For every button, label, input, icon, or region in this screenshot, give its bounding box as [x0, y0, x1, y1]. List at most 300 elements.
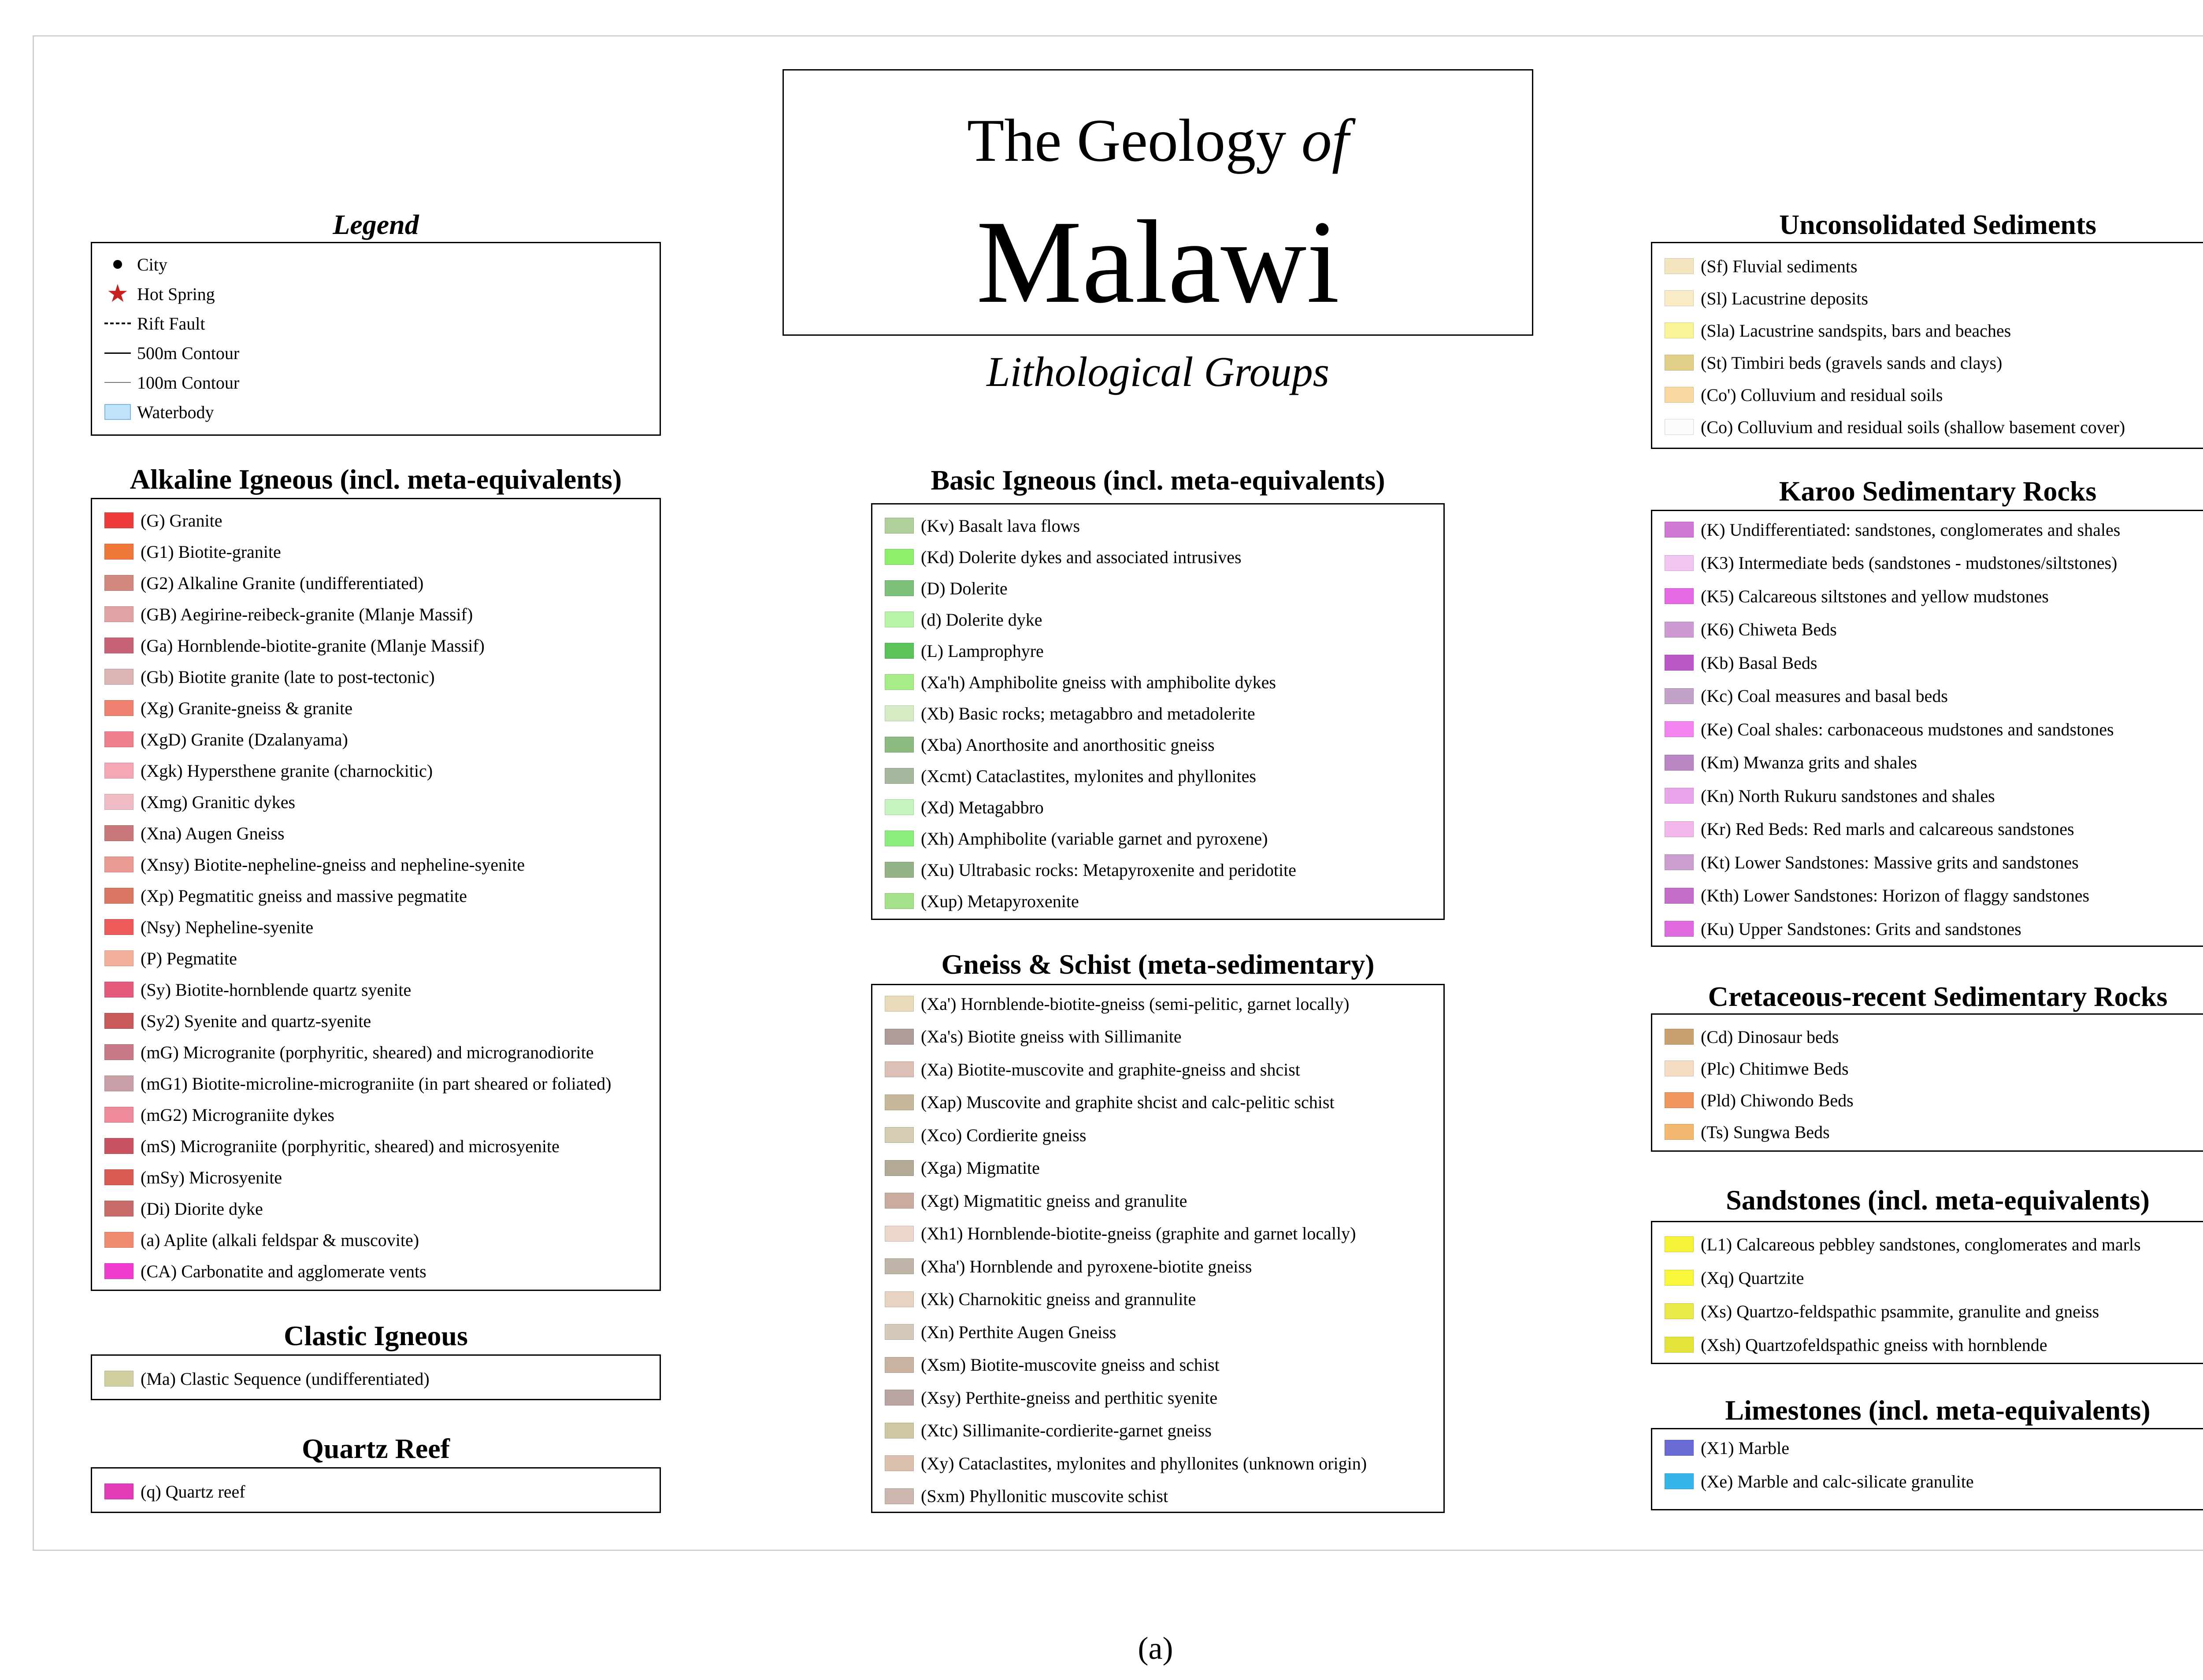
entry-label: (q) Quartz reef	[141, 1481, 245, 1502]
color-swatch	[885, 1488, 914, 1504]
entry-label: (G2) Alkaline Granite (undifferentiated)	[141, 573, 424, 593]
legend-entry	[104, 570, 423, 596]
color-swatch	[885, 1291, 914, 1307]
entry-label: (Nsy) Nepheline-syenite	[141, 917, 314, 937]
legend-entry	[885, 1155, 1040, 1181]
legend-entry	[885, 888, 1079, 914]
basic-heading: Basic Igneous (incl. meta-equivalents)	[931, 464, 1385, 496]
legend-entry	[1665, 1435, 1789, 1461]
color-swatch	[104, 1232, 134, 1248]
legend-entry	[1665, 749, 1917, 776]
entry-label: (Xgt) Migmatitic gneiss and granulite	[921, 1190, 1187, 1211]
color-swatch	[885, 893, 914, 909]
entry-label: (K5) Calcareous siltstones and yellow mudstones	[1701, 586, 2049, 606]
color-swatch	[104, 512, 134, 528]
title-line-1	[784, 107, 1532, 174]
color-swatch	[1665, 387, 1694, 403]
color-swatch	[885, 1357, 914, 1373]
color-swatch	[1665, 588, 1694, 604]
color-swatch	[104, 1107, 134, 1123]
legend-entry	[104, 1101, 334, 1128]
color-swatch	[885, 1029, 914, 1045]
color-swatch	[1665, 854, 1694, 870]
legend-entry	[1665, 649, 1817, 676]
entry-label: (Xcmt) Cataclastites, mylonites and phyllonites	[921, 766, 1256, 786]
entry-label: (K3) Intermediate beds (sandstones - mudstones/siltstones)	[1701, 553, 2118, 573]
entry-label: (K) Undifferentiated: sandstones, conglomerates and shales	[1701, 519, 2121, 540]
color-swatch	[104, 575, 134, 591]
entry-label: (XgD) Granite (Dzalanyama)	[141, 729, 348, 749]
entry-label: (Pld) Chiwondo Beds	[1701, 1090, 1854, 1110]
color-swatch	[885, 799, 914, 815]
legend-entry	[885, 669, 1276, 695]
entry-label: (Xy) Cataclastites, mylonites and phyllonites (unknown origin)	[921, 1453, 1367, 1473]
cretaceous-panel	[1651, 1013, 2203, 1152]
entry-label: (mSy) Microsyenite	[141, 1167, 282, 1187]
entry-label: (Xb) Basic rocks; metagabbro and metadolerite	[921, 703, 1255, 723]
legend-entry	[885, 1286, 1196, 1313]
legend-entry	[104, 281, 215, 307]
entry-label: (Xp) Pegmatitic gneiss and massive pegmatite	[141, 886, 467, 906]
entry-label: (a) Aplite (alkali feldspar & muscovite)	[141, 1230, 419, 1250]
legend-entry	[104, 976, 411, 1003]
entry-label: (L1) Calcareous pebbley sandstones, conglomerates and marls	[1701, 1234, 2141, 1254]
color-swatch	[1665, 788, 1694, 804]
cretaceous-heading: Cretaceous-recent Sedimentary Rocks	[1708, 981, 2168, 1012]
hot-spring-star-icon: ★	[106, 279, 129, 308]
contour-500-line-icon	[104, 352, 131, 354]
entry-label: (Xgk) Hypersthene granite (charnockitic)	[141, 760, 433, 781]
color-swatch	[1665, 1029, 1694, 1045]
color-swatch	[104, 1138, 134, 1154]
entry-label: (Xga) Migmatite	[921, 1158, 1040, 1178]
color-swatch	[1665, 290, 1694, 306]
entry-label: (Xnsy) Biotite-nepheline-gneiss and nepheline-syenite	[141, 854, 525, 875]
legend-entry	[104, 945, 237, 972]
legend-entry	[104, 1008, 371, 1034]
entry-label: (G1) Biotite-granite	[141, 541, 281, 562]
legend-entry	[1665, 516, 2120, 543]
legend-entry	[104, 757, 433, 784]
entry-label: (D) Dolerite	[921, 578, 1008, 598]
sandstones-panel	[1651, 1221, 2203, 1364]
legend-label: Waterbody	[137, 402, 214, 422]
legend-entry	[104, 726, 348, 753]
color-swatch	[104, 606, 134, 622]
color-swatch	[1665, 888, 1694, 904]
legend-entry	[885, 1187, 1187, 1214]
legend-entry	[1665, 414, 2125, 440]
color-swatch	[104, 1483, 134, 1499]
color-swatch	[104, 669, 134, 685]
quartz-heading: Quartz Reef	[302, 1433, 450, 1464]
legend-entry	[1665, 550, 2117, 576]
legend-entry	[1665, 816, 2074, 842]
entry-label: (X1) Marble	[1701, 1438, 1790, 1458]
legend-entry	[104, 1039, 594, 1065]
entry-label: (Xn) Perthite Augen Gneiss	[921, 1322, 1116, 1342]
color-swatch	[885, 1193, 914, 1209]
color-swatch	[1665, 419, 1694, 435]
color-swatch	[885, 862, 914, 878]
entry-label: (L) Lamprophyre	[921, 641, 1044, 661]
entry-label: (Xco) Cordierite gneiss	[921, 1125, 1087, 1145]
legend-entry	[104, 251, 167, 278]
color-swatch	[1665, 1303, 1694, 1319]
color-swatch	[1665, 721, 1694, 737]
entry-label: (Kc) Coal measures and basal beds	[1701, 686, 1948, 706]
legend-entry	[1665, 1087, 1854, 1113]
legend-entry	[1665, 716, 2114, 742]
legend-entry	[1665, 1331, 2047, 1358]
entry-label: (Kd) Dolerite dykes and associated intrusives	[921, 547, 1242, 567]
legend-entry	[885, 1253, 1252, 1279]
color-swatch	[1665, 1337, 1694, 1353]
color-swatch	[1665, 355, 1694, 371]
legend-entry	[885, 575, 1008, 601]
legend-entry	[104, 601, 473, 627]
legend-entry	[1665, 1119, 1830, 1145]
color-swatch	[885, 518, 914, 534]
legend-entry	[885, 1384, 1217, 1411]
legend-entry	[104, 1164, 282, 1190]
color-swatch	[885, 768, 914, 784]
legend-entry	[885, 544, 1242, 570]
quartz-panel	[91, 1467, 661, 1513]
entry-label: (Xba) Anorthosite and anorthositic gneiss	[921, 734, 1215, 755]
color-swatch	[885, 1423, 914, 1439]
entry-label: (Gb) Biotite granite (late to post-tectonic)	[141, 667, 435, 687]
karoo-panel	[1651, 510, 2203, 947]
legend-entry	[104, 851, 525, 878]
legend-entry	[885, 1450, 1367, 1476]
entry-label: (Kn) North Rukuru sandstones and shales	[1701, 786, 1995, 806]
legend-entry	[885, 857, 1296, 883]
legend-entry	[885, 638, 1044, 664]
clastic-panel	[91, 1354, 661, 1400]
legend-entry	[885, 1352, 1220, 1378]
legend-entry	[1665, 583, 2049, 609]
color-swatch	[1665, 522, 1694, 538]
color-swatch	[1665, 821, 1694, 837]
legend-entry	[1665, 317, 2011, 344]
color-swatch	[885, 1094, 914, 1110]
color-swatch	[1665, 258, 1694, 274]
limestones-heading: Limestones (incl. meta-equivalents)	[1725, 1394, 2151, 1426]
entry-label: (Xd) Metagabbro	[921, 797, 1044, 817]
limestones-panel	[1651, 1428, 2203, 1510]
legend-heading: Legend	[333, 209, 419, 240]
subtitle: Lithological Groups	[987, 348, 1329, 395]
color-swatch	[885, 580, 914, 596]
legend-entry	[1665, 1024, 1839, 1050]
entry-label: (Xu) Ultrabasic rocks: Metapyroxenite and peridotite	[921, 860, 1296, 880]
entry-label: (Di) Diorite dyke	[141, 1198, 263, 1219]
entry-label: (Sy2) Syenite and quartz-syenite	[141, 1011, 371, 1031]
legend-entry	[1665, 1231, 2141, 1257]
color-swatch	[885, 1324, 914, 1340]
legend-entry	[104, 1227, 419, 1253]
legend-symbol	[104, 315, 131, 332]
legend-entry	[104, 507, 222, 534]
legend-entry	[1665, 1265, 1804, 1291]
legend-entry	[885, 794, 1044, 820]
color-swatch	[1665, 1092, 1694, 1108]
color-swatch	[104, 825, 134, 841]
entry-label: (Xk) Charnokitic gneiss and grannulite	[921, 1289, 1196, 1309]
color-swatch	[885, 1390, 914, 1406]
entry-label: (Xs) Quartzo-feldspathic psammite, granulite and gneiss	[1701, 1301, 2099, 1321]
legend-entry	[104, 1478, 245, 1505]
color-swatch	[104, 919, 134, 935]
entry-label: (Co) Colluvium and residual soils (shallow basement cover)	[1701, 417, 2125, 437]
legend-symbol	[104, 256, 131, 273]
color-swatch	[104, 1371, 134, 1387]
legend-symbol	[104, 344, 131, 362]
gneiss-panel	[871, 984, 1445, 1513]
legend-entry	[104, 632, 485, 659]
color-swatch	[104, 700, 134, 716]
legend-label: Hot Spring	[137, 284, 215, 304]
legend-entry	[1665, 1468, 1974, 1495]
legend-entry	[885, 1122, 1086, 1148]
legend-entry	[104, 310, 205, 337]
sandstones-heading: Sandstones (incl. meta-equivalents)	[1726, 1184, 2150, 1216]
entry-label: (GB) Aegirine-reibeck-granite (Mlanje Massif)	[141, 604, 473, 624]
waterbody-swatch-icon	[104, 404, 131, 420]
color-swatch	[104, 544, 134, 560]
color-swatch	[1665, 1440, 1694, 1456]
legend-entry	[104, 1258, 427, 1284]
title-main-text: The Geology	[967, 107, 1287, 174]
legend-entry	[885, 700, 1255, 727]
color-swatch	[1665, 1124, 1694, 1140]
color-swatch	[885, 831, 914, 846]
unconsolidated-heading: Unconsolidated Sediments	[1779, 209, 2097, 240]
entry-label: (Ts) Sungwa Beds	[1701, 1122, 1830, 1142]
color-swatch	[104, 1169, 134, 1185]
entry-label: (Xna) Augen Gneiss	[141, 823, 285, 843]
entry-label: (Ma) Clastic Sequence (undifferentiated)	[141, 1368, 430, 1389]
color-swatch	[885, 1455, 914, 1471]
color-swatch	[104, 1263, 134, 1279]
legend-entry	[1665, 1298, 2099, 1324]
legend-entry	[1665, 883, 2089, 909]
gneiss-heading: Gneiss & Schist (meta-sedimentary)	[941, 949, 1375, 980]
entry-label: (Xa'h) Amphibolite gneiss with amphibolite dykes	[921, 672, 1276, 692]
legend-entry	[1665, 253, 1858, 279]
color-swatch	[885, 549, 914, 565]
legend-entry	[885, 606, 1042, 633]
legend-label: Rift Fault	[137, 313, 205, 334]
legend-entry	[1665, 285, 1868, 312]
entry-label: (Xap) Muscovite and graphite shcist and calc-pelitic schist	[921, 1092, 1335, 1112]
entry-label: (Kv) Basalt lava flows	[921, 515, 1080, 536]
entry-label: (Xha') Hornblende and pyroxene-biotite gneiss	[921, 1256, 1252, 1276]
entry-label: (CA) Carbonatite and agglomerate vents	[141, 1261, 427, 1281]
entry-label: (Xg) Granite-gneiss & granite	[141, 698, 352, 718]
legend-entry	[885, 1483, 1168, 1509]
color-swatch	[885, 1061, 914, 1077]
legend-entry	[104, 538, 281, 565]
color-swatch	[104, 731, 134, 747]
legend-entry	[885, 1220, 1356, 1247]
color-swatch	[104, 638, 134, 653]
entry-label: (Xa') Hornblende-biotite-gneiss (semi-pelitic, garnet locally)	[921, 994, 1350, 1014]
legend-symbol	[104, 279, 131, 308]
legend-entry	[885, 763, 1256, 789]
legend-entry	[104, 914, 313, 940]
color-swatch	[885, 737, 914, 753]
entry-label: (Sf) Fluvial sediments	[1701, 256, 1858, 276]
entry-label: (Km) Mwanza grits and shales	[1701, 753, 1917, 772]
contour-100-line-icon	[104, 382, 131, 383]
legend-entry	[104, 369, 239, 396]
alkaline-heading: Alkaline Igneous (incl. meta-equivalents)	[130, 464, 622, 495]
title-box	[783, 69, 1533, 336]
color-swatch	[1665, 688, 1694, 704]
legend-entry	[1665, 382, 1943, 408]
title-country: Malawi	[976, 196, 1340, 328]
color-swatch	[1665, 755, 1694, 771]
legend-entry	[104, 1195, 263, 1222]
entry-label: (Xsm) Biotite-muscovite gneiss and schist	[921, 1355, 1220, 1375]
color-swatch	[104, 888, 134, 904]
legend-entry	[885, 1024, 1182, 1050]
entry-label: (mG) Microgranite (porphyritic, sheared) and microgranodiorite	[141, 1042, 594, 1062]
entry-label: (Sl) Lacustrine deposits	[1701, 288, 1868, 308]
entry-label: (Kb) Basal Beds	[1701, 653, 1817, 673]
legend-entry	[885, 1319, 1116, 1345]
color-swatch	[885, 643, 914, 659]
entry-label: (Cd) Dinosaur beds	[1701, 1027, 1839, 1047]
color-swatch	[1665, 555, 1694, 571]
color-swatch	[885, 1127, 914, 1143]
legend-entry	[104, 664, 435, 690]
legend-entry	[104, 340, 239, 366]
legend-entry	[104, 883, 467, 909]
color-swatch	[885, 1258, 914, 1274]
entry-label: (Kth) Lower Sandstones: Horizon of flaggy sandstones	[1701, 886, 2090, 905]
color-swatch	[1665, 323, 1694, 338]
entry-label: (Kt) Lower Sandstones: Massive grits and sandstones	[1701, 852, 2079, 872]
legend-label: City	[137, 254, 167, 274]
legend-entry	[1665, 1055, 1849, 1082]
entry-label: (Co') Colluvium and residual soils	[1701, 385, 1943, 405]
legend-entry	[104, 695, 352, 721]
legend-symbol	[104, 403, 131, 421]
entry-label: (Xsh) Quartzofeldspathic gneiss with hornblende	[1701, 1335, 2047, 1355]
legend-entry	[885, 1089, 1335, 1116]
entry-label: (mG1) Biotite-microline-micrograniite (in part sheared or foliated)	[141, 1073, 612, 1094]
entry-label: (Xh1) Hornblende-biotite-gneiss (graphite and garnet locally)	[921, 1224, 1356, 1243]
entry-label: (Plc) Chitimwe Beds	[1701, 1058, 1849, 1079]
basic-panel	[871, 503, 1445, 920]
legend-entry	[104, 1133, 560, 1159]
legend-entry	[104, 399, 214, 425]
entry-label: (Xe) Marble and calc-silicate granulite	[1701, 1471, 1974, 1491]
legend-entry	[104, 1365, 430, 1392]
legend-label: 100m Contour	[137, 372, 240, 393]
entry-label: (Sxm) Phyllonitic muscovite schist	[921, 1486, 1168, 1506]
karoo-heading: Karoo Sedimentary Rocks	[1779, 475, 2097, 507]
entry-label: (P) Pegmatite	[141, 948, 237, 968]
entry-label: (Ku) Upper Sandstones: Grits and sandstones	[1701, 919, 2021, 939]
legend-entry	[1665, 916, 2021, 942]
legend-entry	[1665, 783, 1995, 809]
entry-label: (Xa's) Biotite gneiss with Sillimanite	[921, 1027, 1182, 1046]
entry-label: (Xup) Metapyroxenite	[921, 891, 1079, 911]
entry-label: (Sy) Biotite-hornblende quartz syenite	[141, 979, 412, 1000]
unconsolidated-panel	[1651, 242, 2203, 449]
color-swatch	[885, 1226, 914, 1242]
entry-label: (mS) Micrograniite (porphyritic, sheared) and microsyenite	[141, 1136, 560, 1156]
color-swatch	[885, 674, 914, 690]
legend-entry	[885, 990, 1349, 1017]
entry-label: (Kr) Red Beds: Red marls and calcareous sandstones	[1701, 819, 2074, 839]
color-swatch	[1665, 1061, 1694, 1076]
entry-label: (K6) Chiweta Beds	[1701, 619, 1837, 639]
color-swatch	[1665, 1473, 1694, 1489]
entry-label: (Xtc) Sillimanite-cordierite-garnet gneiss	[921, 1420, 1212, 1440]
legend-entry	[104, 1070, 612, 1097]
color-swatch	[1665, 921, 1694, 937]
legend-panel	[91, 242, 661, 436]
color-swatch	[104, 857, 134, 872]
legend-entry	[885, 1056, 1300, 1083]
clastic-heading: Clastic Igneous	[284, 1320, 468, 1351]
color-swatch	[885, 1160, 914, 1176]
entry-label: (Xh) Amphibolite (variable garnet and pyroxene)	[921, 828, 1268, 849]
legend-entry	[885, 731, 1215, 758]
legend-entry	[1665, 349, 2002, 376]
legend-entry	[1665, 849, 2079, 875]
entry-label: (Ke) Coal shales: carbonaceous mudstones and sandstones	[1701, 719, 2114, 739]
entry-label: (Xa) Biotite-muscovite and graphite-gneiss and shcist	[921, 1059, 1300, 1079]
city-dot-icon	[113, 260, 122, 269]
entry-label: (Xsy) Perthite-gneiss and perthitic syenite	[921, 1387, 1218, 1408]
title-italic-text: of	[1301, 107, 1349, 174]
entry-label: (St) Timbiri beds (gravels sands and clays)	[1701, 352, 2003, 373]
color-swatch	[885, 705, 914, 721]
color-swatch	[1665, 622, 1694, 638]
entry-label: (mG2) Micrograniite dykes	[141, 1105, 334, 1125]
legend-entry	[885, 825, 1268, 852]
figure-caption: (a)	[1138, 1631, 1173, 1666]
legend-entry	[1665, 616, 1837, 643]
legend-entry	[104, 820, 285, 846]
color-swatch	[104, 1201, 134, 1216]
legend-entry	[104, 789, 295, 815]
alkaline-panel	[91, 498, 661, 1291]
color-swatch	[104, 1013, 134, 1029]
color-swatch	[104, 1044, 134, 1060]
color-swatch	[104, 1075, 134, 1091]
color-swatch	[1665, 1236, 1694, 1252]
legend-entry	[885, 512, 1080, 539]
legend-symbol	[104, 374, 131, 391]
color-swatch	[1665, 1270, 1694, 1286]
legend-label: 500m Contour	[137, 343, 240, 363]
entry-label: (Sla) Lacustrine sandspits, bars and beaches	[1701, 320, 2011, 341]
entry-label: (d) Dolerite dyke	[921, 609, 1042, 630]
color-swatch	[104, 763, 134, 779]
color-swatch	[1665, 655, 1694, 671]
color-swatch	[104, 950, 134, 966]
entry-label: (Xq) Quartzite	[1701, 1268, 1804, 1288]
color-swatch	[885, 612, 914, 627]
legend-entry	[1665, 683, 1948, 709]
